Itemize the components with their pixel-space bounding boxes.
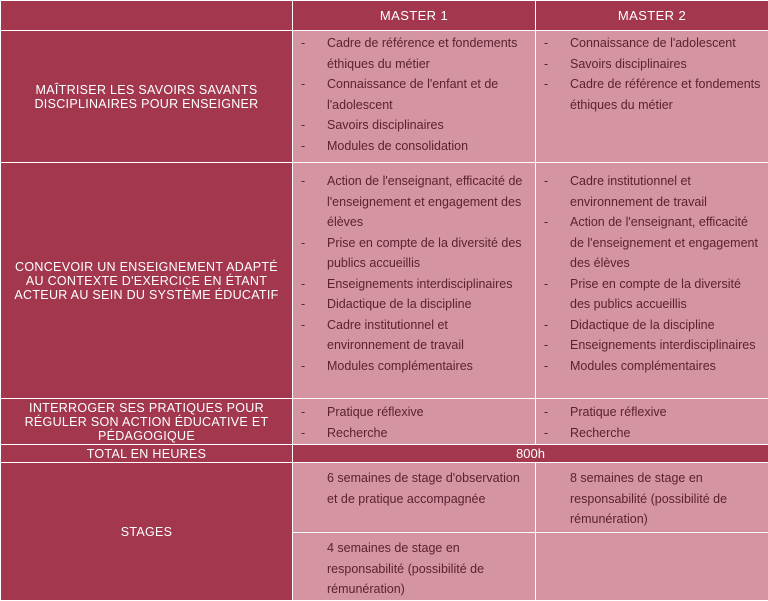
total-row — [1, 445, 768, 463]
master2-cell — [536, 399, 768, 445]
table-row — [1, 163, 768, 399]
master2-list — [536, 33, 768, 115]
row-label: CONCEVOIR UN ENSEIGNEMENT ADAPTÉ AU CONTEXTE D'EXERCICE EN ÉTANT ACTEUR AU SEIN DU SYSTÈME ÉDUCATIF — [1, 163, 293, 399]
row-label: MAÎTRISER LES SAVOIRS SAVANTS DISCIPLINAIRES POUR ENSEIGNER — [1, 31, 293, 163]
master1-list — [293, 33, 535, 156]
list-item: - Enseignements interdisciplinaires — [293, 274, 535, 295]
stage-master1-a — [293, 463, 536, 533]
list-item: - Cadre institutionnel et environnement de travail — [536, 171, 768, 212]
list-item: - Recherche — [536, 423, 768, 444]
stage-text — [536, 533, 768, 538]
list-item: - Pratique réflexive — [293, 402, 535, 423]
list-item: - Connaissance de l'adolescent — [536, 33, 768, 54]
list-item: - Prise en compte de la diversité des publics accueillis — [536, 274, 768, 315]
total-label: TOTAL EN HEURES — [1, 445, 293, 463]
list-item: - Cadre de référence et fondements éthiques du métier — [536, 74, 768, 115]
stage-master1-b — [293, 533, 536, 601]
master2-cell — [536, 31, 768, 163]
master2-cell — [536, 163, 768, 399]
master1-cell — [293, 399, 536, 445]
list-item: - Pratique réflexive — [536, 402, 768, 423]
list-item: - Savoirs disciplinaires — [293, 115, 535, 136]
list-item: - Action de l'enseignant, efficacité de l'enseignement et engagement des élèves — [536, 212, 768, 274]
master2-list — [536, 171, 768, 376]
master1-cell — [293, 163, 536, 399]
list-item: - Recherche — [293, 423, 535, 444]
stage-text: 8 semaines de stage en responsabilité (possibilité de rémunération) — [536, 463, 768, 530]
list-item: - Prise en compte de la diversité des publics accueillis — [293, 233, 535, 274]
table-row — [1, 399, 768, 445]
stages-row — [1, 463, 768, 533]
list-item: - Modules de consolidation — [293, 136, 535, 157]
stage-text: 4 semaines de stage en responsabilité (possibilité de rémunération) — [293, 533, 535, 600]
list-item: - Modules complémentaires — [293, 356, 535, 377]
row-label: INTERROGER SES PRATIQUES POUR RÉGULER SON ACTION ÉDUCATIVE ET PÉDAGOGIQUE — [1, 399, 293, 445]
list-item: - Savoirs disciplinaires — [536, 54, 768, 75]
list-item: - Didactique de la discipline — [536, 315, 768, 336]
total-value: 800h — [293, 445, 768, 463]
master1-list — [293, 402, 535, 443]
master2-list — [536, 402, 768, 443]
list-item: - Didactique de la discipline — [293, 294, 535, 315]
stage-master2-b — [536, 533, 768, 601]
table-row — [1, 31, 768, 163]
stage-text: 6 semaines de stage d'observation et de pratique accompagnée — [293, 463, 535, 509]
list-item: - Action de l'enseignant, efficacité de l'enseignement et engagement des élèves — [293, 171, 535, 233]
list-item: - Cadre de référence et fondements éthiques du métier — [293, 33, 535, 74]
list-item: - Enseignements interdisciplinaires — [536, 335, 768, 356]
list-item: - Cadre institutionnel et environnement de travail — [293, 315, 535, 356]
stage-master2-a — [536, 463, 768, 533]
header-corner — [1, 1, 293, 31]
stages-label: STAGES — [1, 463, 293, 601]
column-header-master2: MASTER 2 — [536, 1, 768, 31]
list-item: - Modules complémentaires — [536, 356, 768, 377]
column-header-master1: MASTER 1 — [293, 1, 536, 31]
master1-cell — [293, 31, 536, 163]
list-item: - Connaissance de l'enfant et de l'adolescent — [293, 74, 535, 115]
master1-list — [293, 171, 535, 376]
